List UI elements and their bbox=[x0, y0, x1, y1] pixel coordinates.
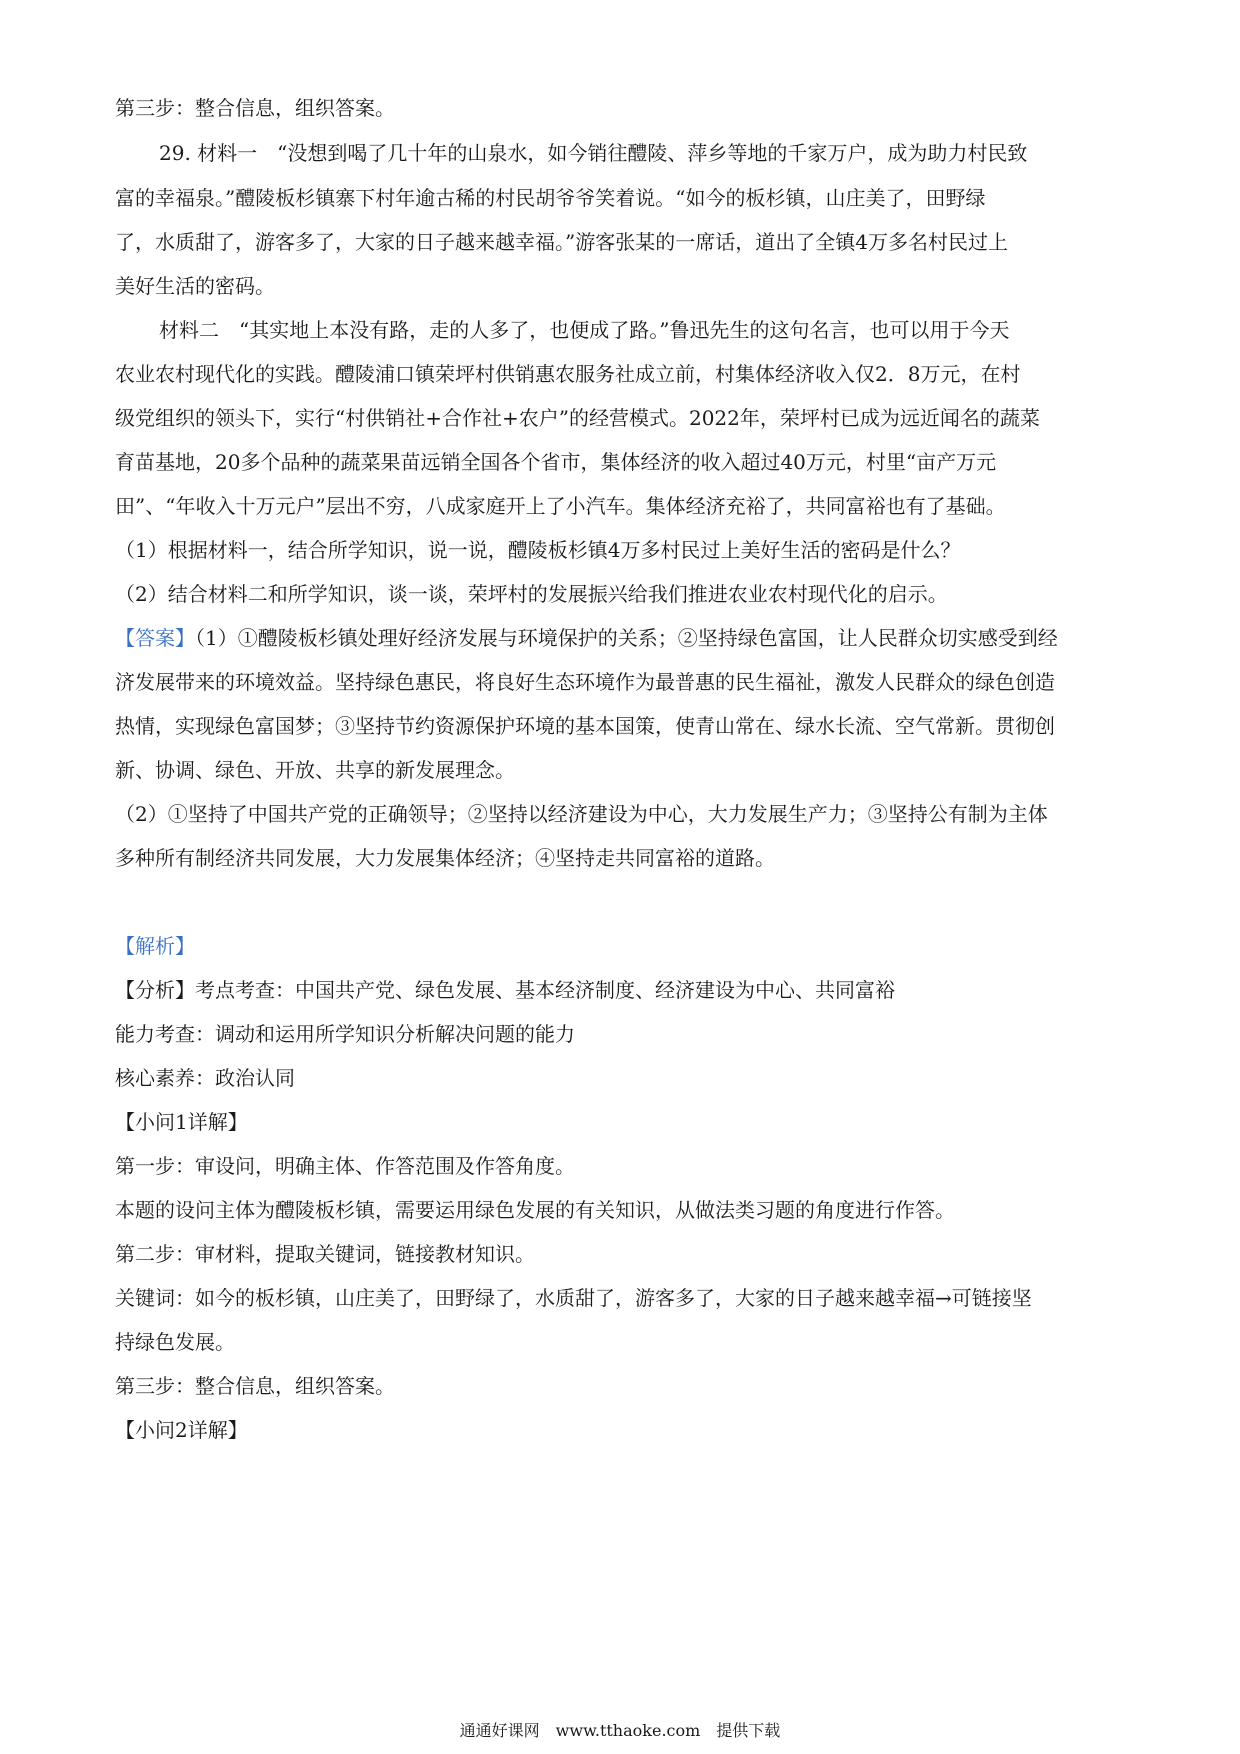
sub-question-2-title: 【小问2详解】 bbox=[115, 1418, 248, 1442]
step-3-line: 第三步：整合信息，组织答案。 bbox=[115, 1374, 395, 1398]
answer-line-3: 热情，实现绿色富国梦；③坚持节约资源保护环境的基本国策，使青山常在、绿水长流、空气常新。贯彻创 bbox=[115, 714, 1055, 738]
analysis-tag: 【解析】 bbox=[115, 934, 195, 958]
answer-line-2: 济发展带来的环境效益。坚持绿色惠民，将良好生态环境作为最普惠的民生福祉，激发人民群众的绿色创造 bbox=[115, 670, 1055, 694]
question-2: （2）结合材料二和所学知识，谈一谈，荣坪村的发展振兴给我们推进农业农村现代化的启示。 bbox=[115, 582, 948, 606]
answer-1-text-1: （1）①醴陵板杉镇处理好经济发展与环境保护的关系；②坚持绿色富国，让人民群众切实感受到经 bbox=[195, 626, 1058, 650]
answer-2-line-2: 多种所有制经济共同发展，大力发展集体经济；④坚持走共同富裕的道路。 bbox=[115, 846, 775, 870]
answer-2-line-1: （2）①坚持了中国共产党的正确领导；②坚持以经济建设为中心，大力发展生产力；③坚持公有制为主体 bbox=[115, 802, 1048, 826]
material-two-line-5: 田”、“年收入十万元户”层出不穷，八成家庭开上了小汽车。集体经济充裕了，共同富裕也有了基础。 bbox=[115, 494, 1006, 518]
page-footer: 通通好课网 www.tthaoke.com 提供下载 bbox=[459, 1721, 781, 1740]
keywords-line-2: 持绿色发展。 bbox=[115, 1330, 235, 1354]
step-2-line: 第二步：审材料，提取关键词，链接教材知识。 bbox=[115, 1242, 535, 1266]
answer-tag: 【答案】 bbox=[115, 626, 195, 650]
answer-line-1 bbox=[115, 624, 1125, 652]
sub-question-1-title: 【小问1详解】 bbox=[115, 1110, 248, 1134]
material-one-line-2: 富的幸福泉。”醴陵板杉镇寨下村年逾古稀的村民胡爷爷笑着说。“如今的板杉镇，山庄美了，田野绿 bbox=[115, 186, 986, 210]
question-1: （1）根据材料一，结合所学知识，说一说，醴陵板杉镇4万多村民过上美好生活的密码是什么？ bbox=[115, 538, 961, 562]
material-one-line-3: 了，水质甜了，游客多了，大家的日子越来越幸福。”游客张某的一席话，道出了全镇4万多名村民过上 bbox=[115, 230, 1008, 254]
material-two-line-2: 农业农村现代化的实践。醴陵浦口镇荣坪村供销惠农服务社成立前，村集体经济收入仅2．8万元，在村 bbox=[115, 362, 1021, 386]
material-one-line-1: 29. 材料一 “没想到喝了几十年的山泉水，如今销往醴陵、萍乡等地的千家万户，成为助力村民致 bbox=[159, 141, 1028, 165]
material-two-line-3: 级党组织的领头下，实行“村供销社+合作社+农户”的经营模式。2022年，荣坪村已成为远近闻名的蔬菜 bbox=[115, 406, 1040, 430]
answer-line-4: 新、协调、绿色、开放、共享的新发展理念。 bbox=[115, 758, 515, 782]
step-1-detail: 本题的设问主体为醴陵板杉镇，需要运用绿色发展的有关知识，从做法类习题的角度进行作答。 bbox=[115, 1198, 955, 1222]
top-step3-line: 第三步：整合信息，组织答案。 bbox=[115, 96, 395, 120]
ability-line: 能力考查：调动和运用所学知识分析解决问题的能力 bbox=[115, 1022, 575, 1046]
step-1-line: 第一步：审设问，明确主体、作答范围及作答角度。 bbox=[115, 1154, 575, 1178]
literacy-line: 核心素养：政治认同 bbox=[115, 1066, 295, 1090]
analysis-points: 【分析】考点考查：中国共产党、绿色发展、基本经济制度、经济建设为中心、共同富裕 bbox=[115, 978, 895, 1002]
material-two-line-1: 材料二 “其实地上本没有路，走的人多了，也便成了路。”鲁迅先生的这句名言，也可以用于今天 bbox=[159, 318, 1010, 342]
material-one-line-4: 美好生活的密码。 bbox=[115, 274, 275, 298]
material-two-line-4: 育苗基地，20多个品种的蔬菜果苗远销全国各个省市，集体经济的收入超过40万元，村里“亩产万元 bbox=[115, 450, 997, 474]
keywords-line-1: 关键词：如今的板杉镇，山庄美了，田野绿了，水质甜了，游客多了，大家的日子越来越幸福→可链接坚 bbox=[115, 1286, 1032, 1310]
